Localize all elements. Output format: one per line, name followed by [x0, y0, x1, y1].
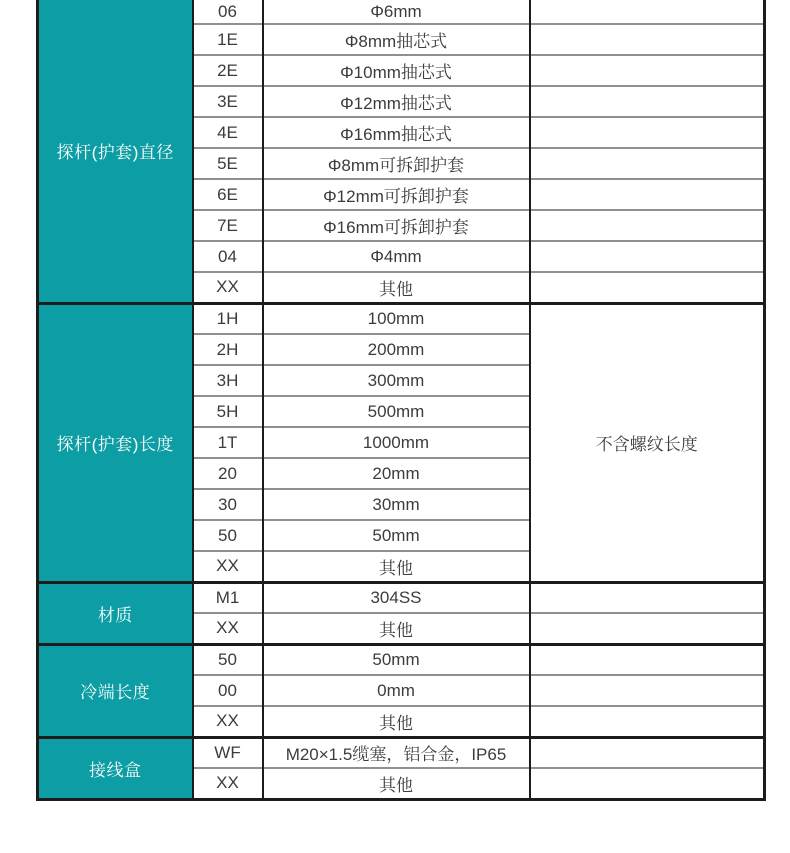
section-label-junction-box: 接线盒	[38, 737, 193, 799]
code-cell: 50	[193, 520, 263, 551]
code-cell: XX	[193, 706, 263, 737]
note-cell	[530, 24, 765, 55]
code-cell: 3E	[193, 86, 263, 117]
code-cell: 00	[193, 675, 263, 706]
note-cell	[530, 0, 765, 24]
note-cell	[530, 55, 765, 86]
code-cell: 2E	[193, 55, 263, 86]
section-label-cold-end: 冷端长度	[38, 644, 193, 737]
description-cell: 其他	[263, 613, 530, 644]
description-cell: Φ10mm抽芯式	[263, 55, 530, 86]
code-cell: 6E	[193, 179, 263, 210]
code-cell: 04	[193, 241, 263, 272]
note-cell	[530, 241, 765, 272]
note-cell	[530, 675, 765, 706]
code-cell: 30	[193, 489, 263, 520]
merged-note-cell: 不含螺纹长度	[530, 303, 765, 582]
code-cell: 5E	[193, 148, 263, 179]
description-cell: 1000mm	[263, 427, 530, 458]
table-row	[38, 303, 765, 334]
code-cell: 5H	[193, 396, 263, 427]
code-cell: WF	[193, 737, 263, 768]
note-cell	[530, 737, 765, 768]
description-cell: 其他	[263, 551, 530, 582]
description-cell: Φ12mm可拆卸护套	[263, 179, 530, 210]
section-label-length: 探杆(护套)长度	[38, 303, 193, 582]
code-cell: XX	[193, 613, 263, 644]
description-cell: Φ16mm可拆卸护套	[263, 210, 530, 241]
note-cell	[530, 86, 765, 117]
code-cell: 7E	[193, 210, 263, 241]
note-cell	[530, 644, 765, 675]
code-cell: 1E	[193, 24, 263, 55]
code-cell: 3H	[193, 365, 263, 396]
table-row	[38, 737, 765, 768]
description-cell: 0mm	[263, 675, 530, 706]
spec-table	[36, 0, 766, 801]
code-cell: 20	[193, 458, 263, 489]
code-cell: XX	[193, 551, 263, 582]
table-row	[38, 644, 765, 675]
description-cell: 50mm	[263, 520, 530, 551]
description-cell: 30mm	[263, 489, 530, 520]
section-label-material: 材质	[38, 582, 193, 644]
code-cell: 06	[193, 0, 263, 24]
note-cell	[530, 613, 765, 644]
description-cell: Φ8mm可拆卸护套	[263, 148, 530, 179]
code-cell: XX	[193, 768, 263, 799]
description-cell: 100mm	[263, 303, 530, 334]
code-cell: 50	[193, 644, 263, 675]
description-cell: 其他	[263, 768, 530, 799]
description-cell: M20×1.5缆塞，铝合金，IP65	[263, 737, 530, 768]
description-cell: Φ6mm	[263, 0, 530, 24]
note-cell	[530, 117, 765, 148]
description-cell: 200mm	[263, 334, 530, 365]
note-cell	[530, 210, 765, 241]
description-cell: 50mm	[263, 644, 530, 675]
description-cell: 其他	[263, 272, 530, 303]
note-cell	[530, 272, 765, 303]
description-cell: 其他	[263, 706, 530, 737]
note-cell	[530, 148, 765, 179]
code-cell: M1	[193, 582, 263, 613]
note-cell	[530, 179, 765, 210]
description-cell: 304SS	[263, 582, 530, 613]
code-cell: 4E	[193, 117, 263, 148]
note-cell	[530, 582, 765, 613]
table-row	[38, 582, 765, 613]
table-row	[38, 0, 765, 24]
code-cell: 1T	[193, 427, 263, 458]
note-cell	[530, 706, 765, 737]
description-cell: Φ16mm抽芯式	[263, 117, 530, 148]
code-cell: 1H	[193, 303, 263, 334]
code-cell: 2H	[193, 334, 263, 365]
description-cell: Φ4mm	[263, 241, 530, 272]
description-cell: 500mm	[263, 396, 530, 427]
description-cell: Φ12mm抽芯式	[263, 86, 530, 117]
description-cell: 300mm	[263, 365, 530, 396]
description-cell: 20mm	[263, 458, 530, 489]
code-cell: XX	[193, 272, 263, 303]
section-label-diameter: 探杆(护套)直径	[38, 0, 193, 303]
note-cell	[530, 768, 765, 799]
description-cell: Φ8mm抽芯式	[263, 24, 530, 55]
